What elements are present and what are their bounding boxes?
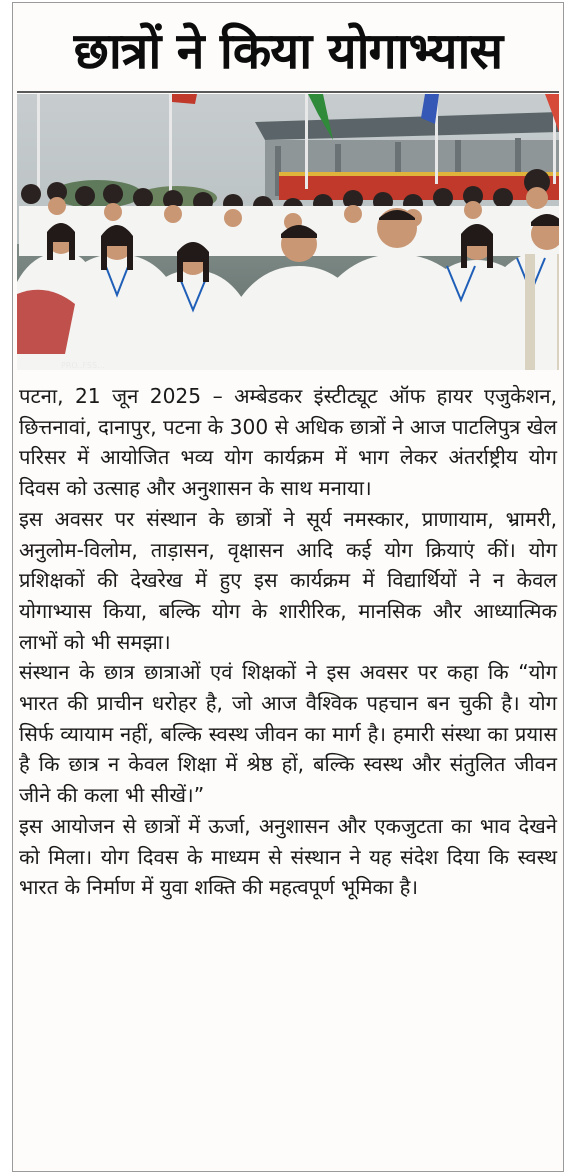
article-paragraph-2: इस अवसर पर संस्थान के छात्रों ने सूर्य नमस्कार, प्राणायाम, भ्रामरी, अनुलोम-विलोम, ताड़ासन, वृक्षासन आदि कई योग क्रियाएं कीं। योग प्रशिक्षकों की देखरेख में हुए इस कार्यक्रम में विद्यार्थियों ने न केवल योगाभ्यास किया, बल्कि योग के शारीरिक, मानसिक और आध्यात्मिक लाभों को भी समझा।	[19, 506, 557, 654]
article-paragraph-4: इस आयोजन से छात्रों में ऊर्जा, अनुशासन और एकजुटता का भाव देखने को मिला। योग दिवस के माध्यम से संस्थान ने यह संदेश दिया कि स्वस्थ भारत के निर्माण में युवा शक्ति की महत्वपूर्ण भूमिका है।	[19, 813, 557, 900]
headline-divider	[17, 91, 559, 93]
headline: छात्रों ने किया योगाभ्यास	[73, 22, 503, 80]
group-photo-illustration	[17, 94, 559, 370]
article-paragraph-3: संस्थान के छात्र छात्राओं एवं शिक्षकों ने इस अवसर पर कहा कि “योग भारत की प्राचीन धरोहर है, जो आज वैश्विक पहचान बन चुकी है। योग सिर्फ व्यायाम नहीं, बल्कि स्वस्थ जीवन का मार्ग है। हमारी संस्था का प्रयास है कि छात्र न केवल शिक्षा में श्रेष्ठ हों, बल्कि स्वस्थ और संतुलित जीवन जीने की कला भी सीखें।”	[19, 660, 557, 808]
article-paragraph-1: पटना, 21 जून 2025 – अम्बेडकर इंस्टीट्यूट ऑफ हायर एजुकेशन, छित्तनावां, दानापुर, पटना के 300 से अधिक छात्रों ने आज पाटलिपुत्र खेल परिसर में आयोजित भव्य योग कार्यक्रम में भाग लेकर अंतर्राष्ट्रीय योग दिवस को उत्साह और अनुशासन के साथ मनाया।	[19, 384, 557, 501]
stadium	[255, 112, 559, 200]
photo-watermark: PRO..FSS...	[61, 361, 105, 370]
article-body	[19, 381, 557, 903]
group-photo	[17, 94, 559, 370]
news-clipping	[12, 2, 564, 1172]
